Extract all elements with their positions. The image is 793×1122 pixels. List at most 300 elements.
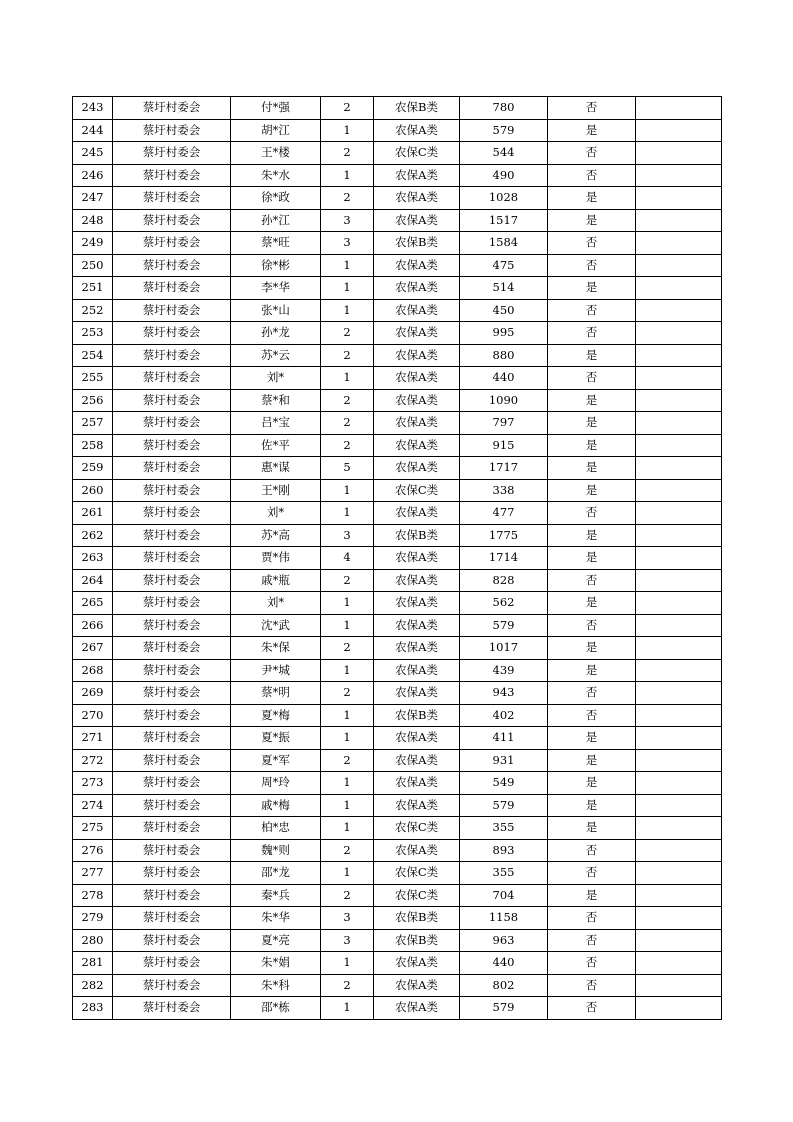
amount-cell: 549: [460, 772, 548, 795]
village-committee-cell: 蔡圩村委会: [113, 682, 231, 705]
person-name-cell: 邵*龙: [231, 862, 321, 885]
table-row: [73, 254, 722, 277]
table-row: [73, 749, 722, 772]
village-committee-cell: 蔡圩村委会: [113, 929, 231, 952]
amount-cell: 797: [460, 412, 548, 435]
remark-cell: [636, 704, 722, 727]
amount-cell: 1517: [460, 209, 548, 232]
household-count-cell: 1: [321, 817, 374, 840]
person-name-cell: 苏*高: [231, 524, 321, 547]
remark-cell: [636, 929, 722, 952]
village-committee-cell: 蔡圩村委会: [113, 322, 231, 345]
person-name-cell: 朱*娟: [231, 952, 321, 975]
insurance-category-cell: 农保C类: [374, 479, 460, 502]
amount-cell: 943: [460, 682, 548, 705]
village-committee-cell: 蔡圩村委会: [113, 997, 231, 1020]
remark-cell: [636, 884, 722, 907]
insurance-category-cell: 农保B类: [374, 524, 460, 547]
remark-cell: [636, 164, 722, 187]
roster-body: [73, 97, 722, 1020]
village-committee-cell: 蔡圩村委会: [113, 344, 231, 367]
amount-cell: 1090: [460, 389, 548, 412]
table-row: [73, 794, 722, 817]
row-number-cell: 254: [73, 344, 113, 367]
yes-no-cell: 否: [548, 704, 636, 727]
village-committee-cell: 蔡圩村委会: [113, 434, 231, 457]
household-count-cell: 3: [321, 929, 374, 952]
remark-cell: [636, 862, 722, 885]
person-name-cell: 刘*: [231, 592, 321, 615]
row-number-cell: 253: [73, 322, 113, 345]
person-name-cell: 吕*宝: [231, 412, 321, 435]
yes-no-cell: 是: [548, 592, 636, 615]
insurance-category-cell: 农保A类: [374, 344, 460, 367]
table-row: [73, 569, 722, 592]
row-number-cell: 280: [73, 929, 113, 952]
table-row: [73, 389, 722, 412]
village-committee-cell: 蔡圩村委会: [113, 187, 231, 210]
amount-cell: 562: [460, 592, 548, 615]
household-count-cell: 1: [321, 254, 374, 277]
row-number-cell: 249: [73, 232, 113, 255]
remark-cell: [636, 569, 722, 592]
amount-cell: 1158: [460, 907, 548, 930]
person-name-cell: 孙*江: [231, 209, 321, 232]
amount-cell: 1714: [460, 547, 548, 570]
row-number-cell: 267: [73, 637, 113, 660]
household-count-cell: 1: [321, 862, 374, 885]
table-row: [73, 209, 722, 232]
village-committee-cell: 蔡圩村委会: [113, 97, 231, 120]
remark-cell: [636, 434, 722, 457]
person-name-cell: 朱*水: [231, 164, 321, 187]
person-name-cell: 孙*龙: [231, 322, 321, 345]
person-name-cell: 王*楼: [231, 142, 321, 165]
person-name-cell: 戚*瓶: [231, 569, 321, 592]
village-committee-cell: 蔡圩村委会: [113, 547, 231, 570]
person-name-cell: 蔡*旺: [231, 232, 321, 255]
household-count-cell: 2: [321, 97, 374, 120]
village-committee-cell: 蔡圩村委会: [113, 817, 231, 840]
row-number-cell: 283: [73, 997, 113, 1020]
row-number-cell: 261: [73, 502, 113, 525]
village-committee-cell: 蔡圩村委会: [113, 614, 231, 637]
table-row: [73, 637, 722, 660]
table-row: [73, 164, 722, 187]
household-count-cell: 2: [321, 749, 374, 772]
yes-no-cell: 否: [548, 502, 636, 525]
insurance-category-cell: 农保A类: [374, 569, 460, 592]
remark-cell: [636, 502, 722, 525]
insurance-category-cell: 农保A类: [374, 637, 460, 660]
yes-no-cell: 否: [548, 682, 636, 705]
household-count-cell: 1: [321, 704, 374, 727]
yes-no-cell: 否: [548, 839, 636, 862]
table-row: [73, 862, 722, 885]
remark-cell: [636, 614, 722, 637]
row-number-cell: 255: [73, 367, 113, 390]
table-row: [73, 614, 722, 637]
village-committee-cell: 蔡圩村委会: [113, 119, 231, 142]
household-count-cell: 2: [321, 344, 374, 367]
remark-cell: [636, 839, 722, 862]
yes-no-cell: 否: [548, 907, 636, 930]
household-count-cell: 2: [321, 974, 374, 997]
insurance-category-cell: 农保A类: [374, 997, 460, 1020]
village-committee-cell: 蔡圩村委会: [113, 592, 231, 615]
amount-cell: 828: [460, 569, 548, 592]
yes-no-cell: 是: [548, 119, 636, 142]
insurance-category-cell: 农保A类: [374, 614, 460, 637]
row-number-cell: 250: [73, 254, 113, 277]
amount-cell: 915: [460, 434, 548, 457]
row-number-cell: 278: [73, 884, 113, 907]
table-row: [73, 344, 722, 367]
household-count-cell: 3: [321, 232, 374, 255]
remark-cell: [636, 344, 722, 367]
amount-cell: 544: [460, 142, 548, 165]
amount-cell: 440: [460, 367, 548, 390]
village-committee-cell: 蔡圩村委会: [113, 142, 231, 165]
village-committee-cell: 蔡圩村委会: [113, 569, 231, 592]
amount-cell: 450: [460, 299, 548, 322]
village-committee-cell: 蔡圩村委会: [113, 412, 231, 435]
table-row: [73, 592, 722, 615]
village-committee-cell: 蔡圩村委会: [113, 637, 231, 660]
row-number-cell: 265: [73, 592, 113, 615]
amount-cell: 893: [460, 839, 548, 862]
household-count-cell: 4: [321, 547, 374, 570]
yes-no-cell: 是: [548, 637, 636, 660]
yes-no-cell: 否: [548, 997, 636, 1020]
remark-cell: [636, 412, 722, 435]
insurance-category-cell: 农保A类: [374, 839, 460, 862]
amount-cell: 355: [460, 817, 548, 840]
village-committee-cell: 蔡圩村委会: [113, 727, 231, 750]
insurance-category-cell: 农保A类: [374, 592, 460, 615]
insurance-category-cell: 农保A类: [374, 952, 460, 975]
table-row: [73, 142, 722, 165]
household-count-cell: 1: [321, 502, 374, 525]
household-count-cell: 1: [321, 367, 374, 390]
amount-cell: 477: [460, 502, 548, 525]
insurance-category-cell: 农保B类: [374, 232, 460, 255]
person-name-cell: 刘*: [231, 367, 321, 390]
table-row: [73, 682, 722, 705]
remark-cell: [636, 592, 722, 615]
table-row: [73, 997, 722, 1020]
household-count-cell: 2: [321, 839, 374, 862]
person-name-cell: 蔡*明: [231, 682, 321, 705]
village-committee-cell: 蔡圩村委会: [113, 277, 231, 300]
amount-cell: 355: [460, 862, 548, 885]
table-row: [73, 434, 722, 457]
row-number-cell: 272: [73, 749, 113, 772]
remark-cell: [636, 389, 722, 412]
remark-cell: [636, 479, 722, 502]
yes-no-cell: 否: [548, 929, 636, 952]
household-count-cell: 1: [321, 997, 374, 1020]
row-number-cell: 262: [73, 524, 113, 547]
table-row: [73, 322, 722, 345]
row-number-cell: 248: [73, 209, 113, 232]
row-number-cell: 263: [73, 547, 113, 570]
amount-cell: 802: [460, 974, 548, 997]
household-count-cell: 2: [321, 569, 374, 592]
amount-cell: 780: [460, 97, 548, 120]
yes-no-cell: 否: [548, 232, 636, 255]
table-row: [73, 277, 722, 300]
table-row: [73, 727, 722, 750]
insurance-category-cell: 农保A类: [374, 412, 460, 435]
yes-no-cell: 是: [548, 389, 636, 412]
yes-no-cell: 是: [548, 817, 636, 840]
household-count-cell: 1: [321, 659, 374, 682]
remark-cell: [636, 322, 722, 345]
village-committee-cell: 蔡圩村委会: [113, 952, 231, 975]
table-row: [73, 884, 722, 907]
yes-no-cell: 是: [548, 659, 636, 682]
person-name-cell: 苏*云: [231, 344, 321, 367]
village-committee-cell: 蔡圩村委会: [113, 524, 231, 547]
row-number-cell: 273: [73, 772, 113, 795]
remark-cell: [636, 952, 722, 975]
remark-cell: [636, 524, 722, 547]
remark-cell: [636, 232, 722, 255]
remark-cell: [636, 187, 722, 210]
insurance-category-cell: 农保C类: [374, 862, 460, 885]
row-number-cell: 244: [73, 119, 113, 142]
person-name-cell: 张*山: [231, 299, 321, 322]
row-number-cell: 259: [73, 457, 113, 480]
row-number-cell: 277: [73, 862, 113, 885]
village-committee-cell: 蔡圩村委会: [113, 862, 231, 885]
table-row: [73, 187, 722, 210]
insurance-category-cell: 农保A类: [374, 434, 460, 457]
remark-cell: [636, 659, 722, 682]
amount-cell: 439: [460, 659, 548, 682]
household-count-cell: 1: [321, 592, 374, 615]
person-name-cell: 夏*振: [231, 727, 321, 750]
yes-no-cell: 是: [548, 749, 636, 772]
person-name-cell: 夏*亮: [231, 929, 321, 952]
table-row: [73, 817, 722, 840]
insurance-category-cell: 农保A类: [374, 547, 460, 570]
remark-cell: [636, 749, 722, 772]
remark-cell: [636, 682, 722, 705]
person-name-cell: 沈*武: [231, 614, 321, 637]
village-committee-cell: 蔡圩村委会: [113, 502, 231, 525]
village-committee-cell: 蔡圩村委会: [113, 749, 231, 772]
row-number-cell: 281: [73, 952, 113, 975]
village-committee-cell: 蔡圩村委会: [113, 367, 231, 390]
insurance-category-cell: 农保A类: [374, 187, 460, 210]
yes-no-cell: 否: [548, 142, 636, 165]
village-committee-cell: 蔡圩村委会: [113, 209, 231, 232]
row-number-cell: 251: [73, 277, 113, 300]
household-count-cell: 5: [321, 457, 374, 480]
village-committee-cell: 蔡圩村委会: [113, 704, 231, 727]
person-name-cell: 秦*兵: [231, 884, 321, 907]
row-number-cell: 266: [73, 614, 113, 637]
amount-cell: 514: [460, 277, 548, 300]
village-committee-cell: 蔡圩村委会: [113, 884, 231, 907]
insurance-category-cell: 农保A类: [374, 974, 460, 997]
amount-cell: 963: [460, 929, 548, 952]
insurance-category-cell: 农保A类: [374, 659, 460, 682]
yes-no-cell: 否: [548, 254, 636, 277]
row-number-cell: 258: [73, 434, 113, 457]
person-name-cell: 王*刚: [231, 479, 321, 502]
yes-no-cell: 否: [548, 614, 636, 637]
amount-cell: 1017: [460, 637, 548, 660]
yes-no-cell: 是: [548, 727, 636, 750]
village-committee-cell: 蔡圩村委会: [113, 254, 231, 277]
table-row: [73, 412, 722, 435]
remark-cell: [636, 727, 722, 750]
person-name-cell: 夏*梅: [231, 704, 321, 727]
table-row: [73, 524, 722, 547]
village-committee-cell: 蔡圩村委会: [113, 232, 231, 255]
household-count-cell: 2: [321, 637, 374, 660]
village-committee-cell: 蔡圩村委会: [113, 772, 231, 795]
insurance-category-cell: 农保A类: [374, 457, 460, 480]
row-number-cell: 247: [73, 187, 113, 210]
person-name-cell: 刘*: [231, 502, 321, 525]
yes-no-cell: 是: [548, 344, 636, 367]
yes-no-cell: 是: [548, 209, 636, 232]
amount-cell: 411: [460, 727, 548, 750]
row-number-cell: 246: [73, 164, 113, 187]
village-committee-cell: 蔡圩村委会: [113, 839, 231, 862]
roster-table: [72, 96, 722, 1020]
insurance-category-cell: 农保A类: [374, 209, 460, 232]
person-name-cell: 柏*忠: [231, 817, 321, 840]
row-number-cell: 271: [73, 727, 113, 750]
amount-cell: 1028: [460, 187, 548, 210]
yes-no-cell: 是: [548, 547, 636, 570]
village-committee-cell: 蔡圩村委会: [113, 479, 231, 502]
insurance-category-cell: 农保B类: [374, 929, 460, 952]
household-count-cell: 1: [321, 277, 374, 300]
amount-cell: 579: [460, 614, 548, 637]
household-count-cell: 2: [321, 389, 374, 412]
remark-cell: [636, 794, 722, 817]
village-committee-cell: 蔡圩村委会: [113, 389, 231, 412]
household-count-cell: 2: [321, 884, 374, 907]
table-row: [73, 907, 722, 930]
yes-no-cell: 否: [548, 322, 636, 345]
insurance-category-cell: 农保A类: [374, 299, 460, 322]
amount-cell: 490: [460, 164, 548, 187]
amount-cell: 1584: [460, 232, 548, 255]
insurance-category-cell: 农保A类: [374, 322, 460, 345]
yes-no-cell: 是: [548, 457, 636, 480]
amount-cell: 704: [460, 884, 548, 907]
amount-cell: 475: [460, 254, 548, 277]
table-row: [73, 974, 722, 997]
village-committee-cell: 蔡圩村委会: [113, 907, 231, 930]
table-row: [73, 659, 722, 682]
insurance-category-cell: 农保A类: [374, 119, 460, 142]
amount-cell: 338: [460, 479, 548, 502]
household-count-cell: 1: [321, 299, 374, 322]
yes-no-cell: 是: [548, 277, 636, 300]
remark-cell: [636, 277, 722, 300]
household-count-cell: 1: [321, 479, 374, 502]
yes-no-cell: 否: [548, 952, 636, 975]
row-number-cell: 270: [73, 704, 113, 727]
row-number-cell: 243: [73, 97, 113, 120]
village-committee-cell: 蔡圩村委会: [113, 974, 231, 997]
person-name-cell: 周*玲: [231, 772, 321, 795]
household-count-cell: 1: [321, 794, 374, 817]
insurance-category-cell: 农保A类: [374, 682, 460, 705]
insurance-category-cell: 农保A类: [374, 772, 460, 795]
table-row: [73, 119, 722, 142]
table-row: [73, 232, 722, 255]
insurance-category-cell: 农保C类: [374, 884, 460, 907]
yes-no-cell: 是: [548, 524, 636, 547]
yes-no-cell: 是: [548, 772, 636, 795]
household-count-cell: 2: [321, 682, 374, 705]
row-number-cell: 279: [73, 907, 113, 930]
household-count-cell: 3: [321, 524, 374, 547]
amount-cell: 440: [460, 952, 548, 975]
insurance-category-cell: 农保A类: [374, 277, 460, 300]
household-count-cell: 2: [321, 187, 374, 210]
yes-no-cell: 是: [548, 412, 636, 435]
household-count-cell: 1: [321, 727, 374, 750]
row-number-cell: 274: [73, 794, 113, 817]
yes-no-cell: 是: [548, 479, 636, 502]
household-count-cell: 2: [321, 142, 374, 165]
row-number-cell: 264: [73, 569, 113, 592]
insurance-category-cell: 农保A类: [374, 389, 460, 412]
yes-no-cell: 是: [548, 434, 636, 457]
insurance-category-cell: 农保A类: [374, 164, 460, 187]
remark-cell: [636, 142, 722, 165]
household-count-cell: 2: [321, 322, 374, 345]
yes-no-cell: 否: [548, 97, 636, 120]
person-name-cell: 夏*军: [231, 749, 321, 772]
row-number-cell: 282: [73, 974, 113, 997]
amount-cell: 579: [460, 997, 548, 1020]
person-name-cell: 朱*科: [231, 974, 321, 997]
remark-cell: [636, 907, 722, 930]
person-name-cell: 朱*保: [231, 637, 321, 660]
household-count-cell: 2: [321, 434, 374, 457]
amount-cell: 995: [460, 322, 548, 345]
remark-cell: [636, 97, 722, 120]
amount-cell: 402: [460, 704, 548, 727]
remark-cell: [636, 209, 722, 232]
remark-cell: [636, 547, 722, 570]
person-name-cell: 徐*彬: [231, 254, 321, 277]
row-number-cell: 275: [73, 817, 113, 840]
yes-no-cell: 否: [548, 164, 636, 187]
yes-no-cell: 否: [548, 974, 636, 997]
table-row: [73, 457, 722, 480]
row-number-cell: 257: [73, 412, 113, 435]
table-row: [73, 772, 722, 795]
amount-cell: 880: [460, 344, 548, 367]
table-row: [73, 952, 722, 975]
row-number-cell: 260: [73, 479, 113, 502]
remark-cell: [636, 637, 722, 660]
table-row: [73, 704, 722, 727]
row-number-cell: 269: [73, 682, 113, 705]
